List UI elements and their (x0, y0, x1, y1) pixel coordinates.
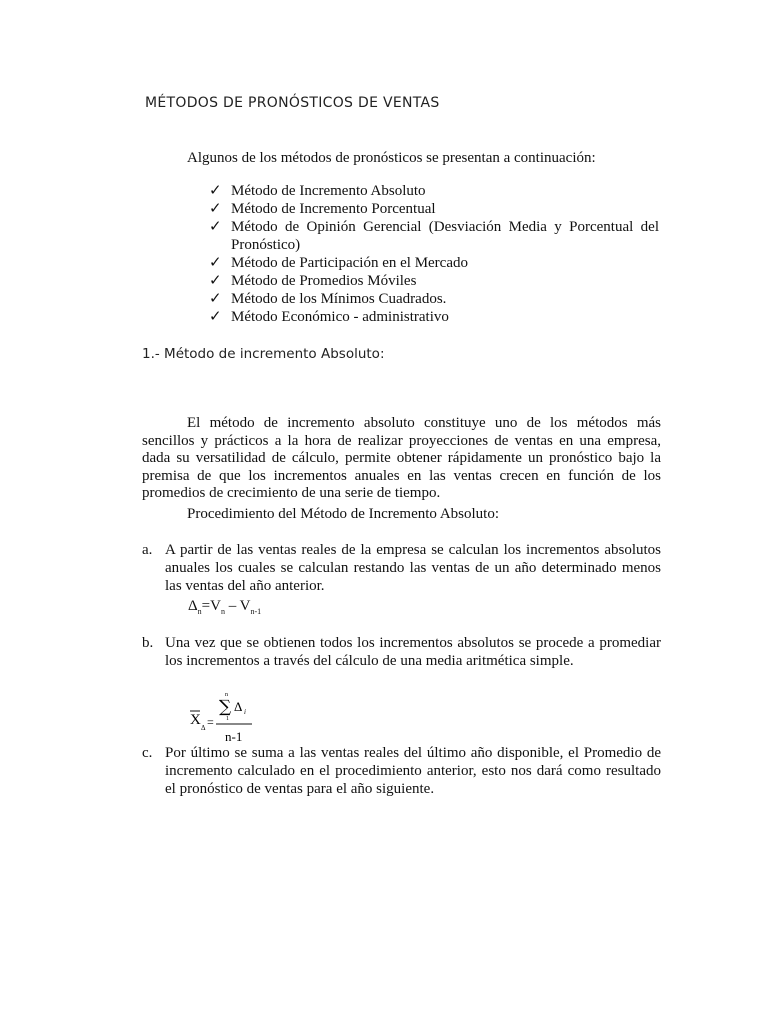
svg-text:∑: ∑ (219, 697, 232, 717)
list-item: ✓ Método de Incremento Absoluto (209, 183, 426, 199)
formula-increment: $\Delta_n=V_n - V_{n-1}$ (188, 598, 262, 616)
step-text: A partir de las ventas reales de la empresa se calculan los incrementos absolutos anuales los cuales se calculan restando las ventas de un año determinado menos las ventas del año anterior. (165, 542, 661, 594)
step-item (142, 541, 661, 595)
methods-list (209, 182, 659, 326)
svg-text:Δ: Δ (234, 699, 243, 714)
intro-text: Algunos de los métodos de pronósticos se presentan a continuación: (187, 150, 596, 166)
list-item: ✓ Método Económico - administrativo (209, 309, 449, 325)
step-item (142, 744, 661, 798)
check-icon: ✓ (209, 219, 222, 235)
step-letter: c. (142, 745, 153, 761)
check-icon: ✓ (209, 201, 222, 217)
step-item (142, 634, 661, 670)
list-item: ✓ Método de Promedios Móviles (209, 273, 417, 289)
svg-text:1: 1 (226, 716, 229, 722)
step-text: Por último se suma a las ventas reales del último año disponible, el Promedio de incremento calculado en el procedimiento anterior, esto nos dará como resultado el pronóstico de ventas para el año siguiente. (165, 745, 661, 797)
procedure-title: Procedimiento del Método de Incremento Absoluto: (187, 506, 500, 522)
check-icon: ✓ (209, 255, 222, 271)
section-heading: 1.- Método de incremento Absoluto: (142, 346, 385, 362)
formula-mean (188, 690, 268, 745)
svg-text:X: X (190, 712, 201, 728)
svg-text:Δ: Δ (201, 724, 206, 732)
svg-text:=: = (207, 715, 214, 729)
list-item: ✓ Método de Incremento Porcentual (209, 201, 436, 217)
list-item: ✓ Método de Participación en el Mercado (209, 255, 468, 271)
list-item: ✓ Método de Opinión Gerencial (Desviación Media y Porcentual del Pronóstico) (209, 219, 659, 253)
check-icon: ✓ (209, 273, 222, 289)
step-text: Una vez que se obtienen todos los incrementos absolutos se procede a promediar los incrementos a través del cálculo de una media aritmética simple. (165, 635, 661, 669)
svg-text:n: n (225, 692, 228, 698)
page-title: MÉTODOS DE PRONÓSTICOS DE VENTAS (145, 95, 440, 111)
check-icon: ✓ (209, 309, 222, 325)
step-letter: b. (142, 635, 154, 651)
list-item: ✓ Método de los Mínimos Cuadrados. (209, 291, 447, 307)
svg-text:i: i (244, 708, 246, 716)
check-icon: ✓ (209, 291, 222, 307)
section-paragraph: El método de incremento absoluto constituye uno de los métodos más sencillos y prácticos a la hora de realizar proyecciones de ventas en una empresa, dada su versatilidad de cálculo, permite obtener rápidamente un pronóstico bajo la premisa de que los incrementos anuales en las ventas crecen en función de los promedios de crecimiento de una serie de tiempo. (142, 415, 661, 501)
check-icon: ✓ (209, 183, 222, 199)
step-letter: a. (142, 542, 153, 558)
svg-text:n-1: n-1 (225, 729, 243, 744)
